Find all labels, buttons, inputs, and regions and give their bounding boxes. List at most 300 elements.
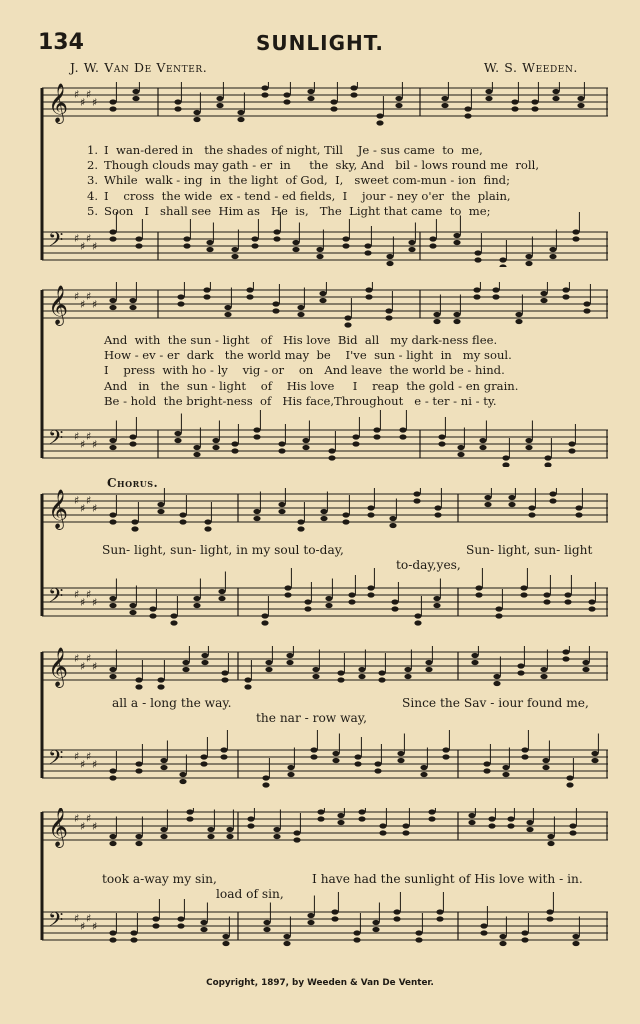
verse-line-3: 3. While walk - ing in the light of God, I, sweet com-mun - ion find; [86, 173, 510, 188]
note-head [317, 809, 324, 814]
note-head [129, 434, 136, 439]
note-head [552, 96, 559, 101]
note-head [293, 830, 300, 835]
note-head [253, 509, 260, 514]
note-head [157, 684, 164, 689]
chorus-line-3: took a-way my sin, [102, 872, 217, 886]
note-head [483, 768, 490, 773]
sharp-icon: ♯ [92, 660, 98, 673]
sharp-icon: ♯ [80, 596, 86, 609]
note-head [109, 841, 116, 846]
note-head [265, 660, 272, 665]
note-head [526, 820, 533, 825]
note-head [319, 291, 326, 296]
note-head [546, 909, 553, 914]
note-head [453, 233, 460, 238]
note-head [583, 301, 590, 306]
note-head [283, 934, 290, 939]
note-head [436, 909, 443, 914]
verse-line-5: 5. Soon I shall see Him as He is, The Light that came to me; [86, 203, 491, 218]
note-head [278, 441, 285, 446]
note-head [572, 229, 579, 234]
note-head [373, 434, 380, 439]
note-head [552, 89, 559, 94]
note-head [354, 754, 361, 759]
note-head [502, 462, 509, 467]
bass-staff [42, 212, 608, 267]
note-head [337, 813, 344, 818]
note-head [307, 89, 314, 94]
note-head [502, 455, 509, 460]
note-head [544, 455, 551, 460]
note-head [218, 589, 225, 594]
note-head [562, 287, 569, 292]
note-head [549, 254, 556, 259]
note-head [253, 516, 260, 521]
note-head [109, 596, 116, 601]
bass-staff [42, 568, 608, 626]
sharp-icon: ♯ [74, 912, 80, 925]
note-head [492, 287, 499, 292]
note-head [484, 495, 491, 500]
note-head [152, 916, 159, 921]
note-head [547, 834, 554, 839]
note-head [566, 782, 573, 787]
note-head [273, 229, 280, 234]
note-head [310, 754, 317, 759]
note-head [135, 236, 142, 241]
note-head [566, 775, 573, 780]
note-head [182, 667, 189, 672]
note-head [307, 913, 314, 918]
note-head [429, 243, 436, 248]
note-head [436, 916, 443, 921]
note-head [485, 96, 492, 101]
note-head [471, 660, 478, 665]
note-head [332, 751, 339, 756]
note-head [515, 312, 522, 317]
note-head [135, 677, 142, 682]
note-head [109, 834, 116, 839]
note-head [135, 761, 142, 766]
note-head [404, 674, 411, 679]
note-head [442, 747, 449, 752]
note-head [473, 294, 480, 299]
note-head [453, 319, 460, 324]
note-head [286, 653, 293, 658]
note-head [193, 452, 200, 457]
note-head [135, 768, 142, 773]
note-head [358, 809, 365, 814]
chorus-line-3b: I have had the sunlight of His love with - in. [312, 872, 583, 886]
note-head [367, 592, 374, 597]
bass-staff [42, 730, 608, 788]
treble-staff [42, 646, 608, 690]
note-head [520, 592, 527, 597]
sharp-icon: ♯ [86, 912, 92, 925]
note-head [425, 667, 432, 672]
sharp-icon: ♯ [86, 88, 92, 101]
note-head [263, 927, 270, 932]
note-head [307, 920, 314, 925]
chorus-line-1: Sun- light, sun- light, in my soul to-day, [102, 543, 344, 557]
note-head [575, 512, 582, 517]
note-head [135, 243, 142, 248]
note-head [174, 99, 181, 104]
note-head [273, 827, 280, 832]
note-head [433, 603, 440, 608]
note-head [132, 89, 139, 94]
note-head [502, 765, 509, 770]
sharp-icon: ♯ [74, 494, 80, 507]
bass-staff [42, 410, 608, 467]
note-head [373, 427, 380, 432]
note-head [493, 674, 500, 679]
note-head [337, 820, 344, 825]
sharp-icon: ♯ [74, 290, 80, 303]
note-head [473, 287, 480, 292]
note-head [583, 308, 590, 313]
note-head [386, 254, 393, 259]
note-head [521, 747, 528, 752]
note-head [193, 445, 200, 450]
note-head [546, 916, 553, 921]
note-head [265, 667, 272, 672]
note-head [344, 315, 351, 320]
note-head [135, 834, 142, 839]
note-head [379, 830, 386, 835]
note-head [152, 923, 159, 928]
note-head [542, 765, 549, 770]
bass-staff [42, 892, 608, 946]
note-head [540, 291, 547, 296]
note-head [404, 667, 411, 672]
note-head [495, 613, 502, 618]
note-head [528, 505, 535, 510]
note-head [302, 438, 309, 443]
note-head [231, 441, 238, 446]
note-head [179, 772, 186, 777]
note-head [109, 603, 116, 608]
note-head [413, 491, 420, 496]
note-head [207, 834, 214, 839]
note-head [251, 243, 258, 248]
sharp-icon: ♯ [80, 240, 86, 253]
note-head [174, 106, 181, 111]
note-head [488, 816, 495, 821]
note-head [353, 930, 360, 935]
note-head [157, 677, 164, 682]
note-head [204, 519, 211, 524]
note-head [216, 103, 223, 108]
note-head [425, 660, 432, 665]
note-head [438, 441, 445, 446]
verse-line-2: 2. Though clouds may gath - er in the sky, And bil - lows round me roll, [86, 158, 540, 173]
note-head [200, 927, 207, 932]
note-head [109, 229, 116, 234]
note-head [292, 240, 299, 245]
copyright-notice: Copyright, 1897, by Weeden & Van De Venter. [206, 978, 434, 988]
note-head [457, 445, 464, 450]
note-head [109, 305, 116, 310]
note-head [131, 519, 138, 524]
note-head [358, 667, 365, 672]
note-head [352, 441, 359, 446]
note-head [374, 761, 381, 766]
note-head [130, 930, 137, 935]
bass-clef-icon: 𝄢 [48, 426, 64, 454]
note-head [480, 930, 487, 935]
note-head [132, 96, 139, 101]
note-head [372, 927, 379, 932]
note-head [109, 99, 116, 104]
sharp-icon: ♯ [92, 758, 98, 771]
note-head [468, 813, 475, 818]
note-head [149, 613, 156, 618]
note-head [272, 308, 279, 313]
note-head [179, 512, 186, 517]
note-head [130, 937, 137, 942]
note-head [317, 816, 324, 821]
note-head [342, 243, 349, 248]
note-head [278, 502, 285, 507]
note-head [528, 512, 535, 517]
sharp-icon: ♯ [74, 430, 80, 443]
verse-line-1: And with the sun - light of His love Bid all my dark-ness flee. [104, 333, 498, 347]
verse-line-2: How - ev - er dark the world may be I've sun - light in my soul. [104, 348, 512, 363]
note-head [263, 920, 270, 925]
bass-clef-icon: 𝄢 [48, 228, 64, 256]
note-head [499, 941, 506, 946]
note-head [353, 937, 360, 942]
note-head [525, 261, 532, 266]
note-head [231, 247, 238, 252]
note-head [485, 89, 492, 94]
note-head [474, 250, 481, 255]
verse-line-5: Be - hold the bright-ness of His face,Throughout e - ter - ni - ty. [104, 393, 497, 408]
note-head [297, 305, 304, 310]
sharp-icon: ♯ [86, 588, 92, 601]
note-head [109, 438, 116, 443]
note-head [174, 431, 181, 436]
note-head [273, 834, 280, 839]
note-head [177, 923, 184, 928]
note-head [385, 315, 392, 320]
note-head [568, 448, 575, 453]
note-head [330, 106, 337, 111]
note-head [354, 761, 361, 766]
note-head [499, 257, 506, 262]
note-head [393, 916, 400, 921]
note-head [129, 305, 136, 310]
note-head [186, 816, 193, 821]
sharp-icon: ♯ [80, 758, 86, 771]
treble-clef-icon: 𝄞 [48, 489, 69, 529]
note-head [212, 445, 219, 450]
note-head [222, 941, 229, 946]
note-head [521, 937, 528, 942]
note-head [352, 434, 359, 439]
note-head [525, 254, 532, 259]
sharp-icon: ♯ [92, 298, 98, 311]
note-head [562, 294, 569, 299]
note-head [511, 99, 518, 104]
note-head [261, 92, 268, 97]
note-head [272, 301, 279, 306]
sharp-icon: ♯ [92, 438, 98, 451]
note-head [337, 677, 344, 682]
note-head [521, 930, 528, 935]
note-head [204, 526, 211, 531]
note-head [350, 92, 357, 97]
note-head [337, 670, 344, 675]
note-head [429, 236, 436, 241]
note-head [488, 823, 495, 828]
chorus-line-3-alt: load of sin, [216, 887, 284, 901]
bass-clef-icon: 𝄢 [48, 584, 64, 612]
note-head [221, 670, 228, 675]
note-head [525, 438, 532, 443]
note-head [319, 298, 326, 303]
note-head [325, 596, 332, 601]
note-head [508, 502, 515, 507]
sharp-icon: ♯ [74, 588, 80, 601]
note-head [246, 294, 253, 299]
note-head [278, 509, 285, 514]
note-head [312, 674, 319, 679]
note-head [442, 754, 449, 759]
note-head [365, 287, 372, 292]
verse-line-4: 4. I cross the wide ex - tend - ed fields, I jour - ney o'er the plain, [86, 188, 511, 203]
note-head [251, 236, 258, 241]
lyricist-credit: J. W. Van De Venter. [70, 60, 208, 75]
note-head [588, 606, 595, 611]
note-head [237, 110, 244, 115]
note-head [572, 934, 579, 939]
sharp-icon: ♯ [74, 812, 80, 825]
note-head [283, 92, 290, 97]
sharp-icon: ♯ [80, 502, 86, 515]
sharp-icon: ♯ [74, 232, 80, 245]
note-head [386, 261, 393, 266]
note-head [564, 599, 571, 604]
note-head [182, 660, 189, 665]
sharp-icon: ♯ [86, 812, 92, 825]
note-head [177, 301, 184, 306]
note-head [179, 519, 186, 524]
note-head [201, 660, 208, 665]
note-head [367, 512, 374, 517]
sharp-icon: ♯ [92, 502, 98, 515]
note-head [247, 823, 254, 828]
note-head [549, 491, 556, 496]
note-head [302, 445, 309, 450]
note-head [502, 772, 509, 777]
note-head [391, 606, 398, 611]
note-head [517, 663, 524, 668]
note-head [414, 620, 421, 625]
note-head [231, 254, 238, 259]
note-head [160, 765, 167, 770]
note-head [441, 103, 448, 108]
music-staves-5 [38, 808, 610, 970]
treble-staff [42, 808, 608, 848]
note-head [286, 660, 293, 665]
note-head [237, 117, 244, 122]
note-head [428, 809, 435, 814]
sharp-icon: ♯ [74, 750, 80, 763]
note-head [521, 754, 528, 759]
note-head [297, 312, 304, 317]
note-head [109, 106, 116, 111]
note-head [402, 823, 409, 828]
note-head [433, 319, 440, 324]
note-head [434, 512, 441, 517]
sharp-icon: ♯ [80, 820, 86, 833]
note-head [193, 110, 200, 115]
sharp-icon: ♯ [86, 430, 92, 443]
note-head [348, 592, 355, 597]
note-head [109, 937, 116, 942]
treble-clef-icon: 𝄞 [48, 83, 69, 123]
treble-staff [42, 488, 608, 532]
chorus-line-1-alt: to-day,yes, [396, 558, 461, 572]
note-head [160, 758, 167, 763]
note-head [109, 519, 116, 524]
note-head [261, 620, 268, 625]
note-head [287, 765, 294, 770]
note-head [413, 498, 420, 503]
note-head [468, 820, 475, 825]
sharp-icon: ♯ [92, 240, 98, 253]
note-head [399, 434, 406, 439]
sharp-icon: ♯ [92, 596, 98, 609]
note-head [408, 247, 415, 252]
note-head [325, 603, 332, 608]
note-head [129, 298, 136, 303]
note-head [428, 816, 435, 821]
sharp-icon: ♯ [80, 96, 86, 109]
note-head [577, 103, 584, 108]
note-head [316, 247, 323, 252]
note-head [201, 653, 208, 658]
verses-block-1 [82, 143, 602, 219]
bass-clef-icon: 𝄢 [48, 908, 64, 936]
treble-clef-icon: 𝄞 [48, 285, 69, 325]
sharp-icon: ♯ [86, 750, 92, 763]
page-number: 134 [38, 30, 84, 55]
note-head [408, 240, 415, 245]
note-head [226, 827, 233, 832]
note-head [562, 656, 569, 661]
note-head [544, 462, 551, 467]
note-head [283, 941, 290, 946]
note-head [391, 599, 398, 604]
note-head [284, 585, 291, 590]
note-head [293, 837, 300, 842]
note-head [170, 613, 177, 618]
chorus-line-2b: Since the Sav - iour found me, [402, 696, 589, 710]
sharp-icon: ♯ [86, 290, 92, 303]
note-head [483, 761, 490, 766]
note-head [526, 827, 533, 832]
note-head [568, 441, 575, 446]
note-head [508, 495, 515, 500]
note-head [420, 765, 427, 770]
note-head [549, 247, 556, 252]
note-head [547, 841, 554, 846]
note-head [540, 298, 547, 303]
